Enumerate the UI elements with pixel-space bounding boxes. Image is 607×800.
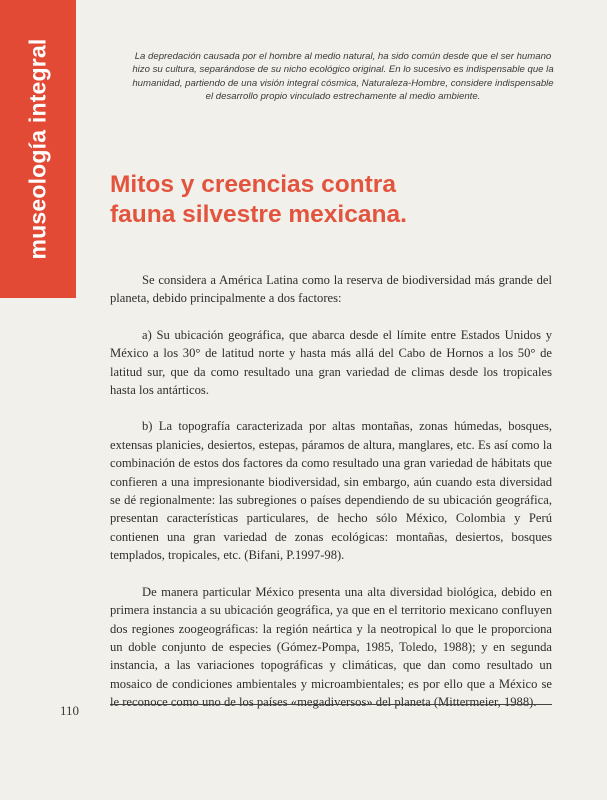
title-line-2: fauna silvestre mexicana. [110,201,407,228]
sidebar-band [0,0,76,298]
body-paragraph: De manera particular México presenta una alta diversidad biológica, debido en primera instancia a su ubicación geográfica, ya que en el territorio mexicano confluyen dos regiones zoogeográficas: la región neártica y la neotropical lo que le proporciona un doble conjunto de especies (Gómez-Pompa, 1985, Toledo, 1988); y en segunda instancia, a las variaciones topográficas y climáticas, que dan como resultado un mosaico de condiciones ambientales y microambientales; es por ello que a México se le reconoce como uno de los países «megadiversos» del planeta (Mittermeier, 1988). [110,584,552,710]
sidebar-section-label: museología integral [24,38,51,260]
body-paragraph: a) Su ubicación geográfica, que abarca desde el límite entre Estados Unidos y México a los 30° de latitud norte y hasta más allá del Cabo de Hornos a los 50° de latitud sur, que da como resultado una gran variedad de climas desde los tropicales hasta los antárticos. [110,327,552,398]
article-title [110,170,530,230]
body-paragraph: b) La topografía caracterizada por altas montañas, zonas húmedas, bosques, extensas planicies, desiertos, estepas, páramos de altura, manglares, etc. Es así como la combinación de estos dos factores da como resultado una gran variedad de hábitats que confieren a una impresionante biodiversidad, sin embargo, aún cuando esta diversidad se dé regionalmente: las subregiones o países dependiendo de su ubicación geográfica, presentan características particulares, de hecho sólo México, Colombia y Perú contienen una gran variedad de zonas ecológicas: montañas, desiertos, bosques templados, tropicales, etc. (Bifani, P.1997-98). [110,419,552,563]
body-paragraph: Se considera a América Latina como la reserva de biodiversidad más grande del planeta, debido principalmente a dos factores: [110,273,552,306]
footer-divider [110,704,552,705]
epigraph: La depredación causada por el hombre al medio natural, ha sido común desde que el ser humano hizo su cultura, separándose de su nicho ecológico original. En lo sucesivo es indispensable que la humanidad, partiendo de una visión integral cósmica, Naturaleza-Hombre, considere indispensable el desarrollo propio vinculado estrechamente al medio ambiente. [132,51,554,103]
page-number: 110 [60,703,80,718]
article-body [110,271,552,712]
title-line-1: Mitos y creencias contra [110,171,396,198]
